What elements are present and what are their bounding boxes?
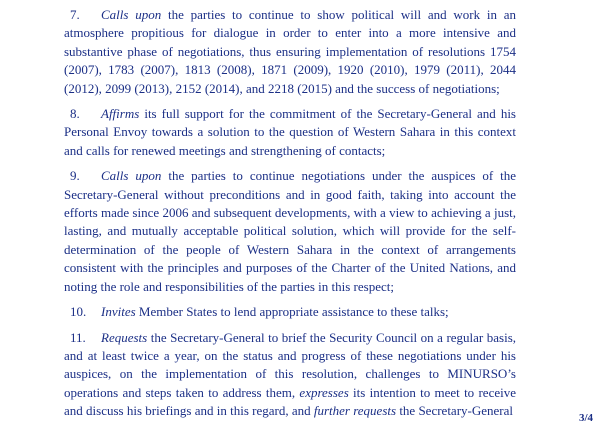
paragraph-number: 7. [70, 7, 80, 22]
paragraph-text: the Secretary-General [396, 403, 513, 419]
operative-keyword: Calls upon [101, 7, 162, 22]
resolution-paragraphs [64, 6, 516, 428]
operative-keyword: Invites [101, 304, 136, 320]
paragraph-text: the parties to continue to show political will and work in an atmosphere propitious for dialogue in order to enter into a more intensive and substantive phase of negotiations, thus ensuring implementation of resolutions 1754 (2007), 1783 (2007), 1813 (2008), 1871 (2009), 1920 (2010), 1979 (2011), 2044 (2012), 2099 (2013), 2152 (2014), and 2218 (2015) and the success of negotiations; [64, 7, 516, 96]
page-number: 3/4 [578, 412, 593, 424]
paragraph-text: its intention to meet to receive and discuss his briefings and in this regard, and [64, 384, 516, 419]
operative-keyword: expresses [299, 384, 349, 400]
paragraph-number: 9. [70, 168, 80, 184]
operative-keyword: Requests [101, 329, 148, 345]
paragraph-number: 11. [70, 329, 86, 345]
operative-keyword: Affirms [101, 106, 140, 122]
operative-keyword: Calls upon [101, 168, 162, 184]
paragraph-number: 10. [70, 304, 87, 320]
paragraph-text: the parties to continue negotiations under the auspices of the Secretary-General without preconditions and in good faith, taking into account the efforts made since 2006 and subsequent developments, with a view to achieving a just, lasting, and mutually acceptable political solution, which will provide for the self-determination of the people of Western Sahara in the context of arrangements consistent with the principles and purposes of the Charter of the United Nations, and noting the role and responsibilities of the parties in this respect; [64, 168, 516, 294]
paragraph-8 [64, 105, 516, 160]
paragraph-7 [64, 6, 516, 98]
paragraph-text: the Secretary-General to brief the Security Council on a regular basis, and at least twice a year, on the status and progress of these negotiations under his auspices, on the implementation of this resolution, challenges to MINURSO’s operations and steps taken to address them, [64, 329, 516, 400]
paragraph-11 [64, 329, 516, 421]
paragraph-text: Member States to lend appropriate assistance to these talks; [135, 304, 449, 320]
paragraph-text: its full support for the commitment of the Secretary-General and his Personal Envoy towards a solution to the question of Western Sahara in this context and calls for renewed meetings and strengthening of contacts; [64, 106, 516, 158]
paragraph-10 [64, 303, 516, 321]
paragraph-number: 8. [70, 106, 80, 122]
operative-keyword: further requests [313, 403, 397, 419]
paragraph-9 [64, 167, 516, 296]
